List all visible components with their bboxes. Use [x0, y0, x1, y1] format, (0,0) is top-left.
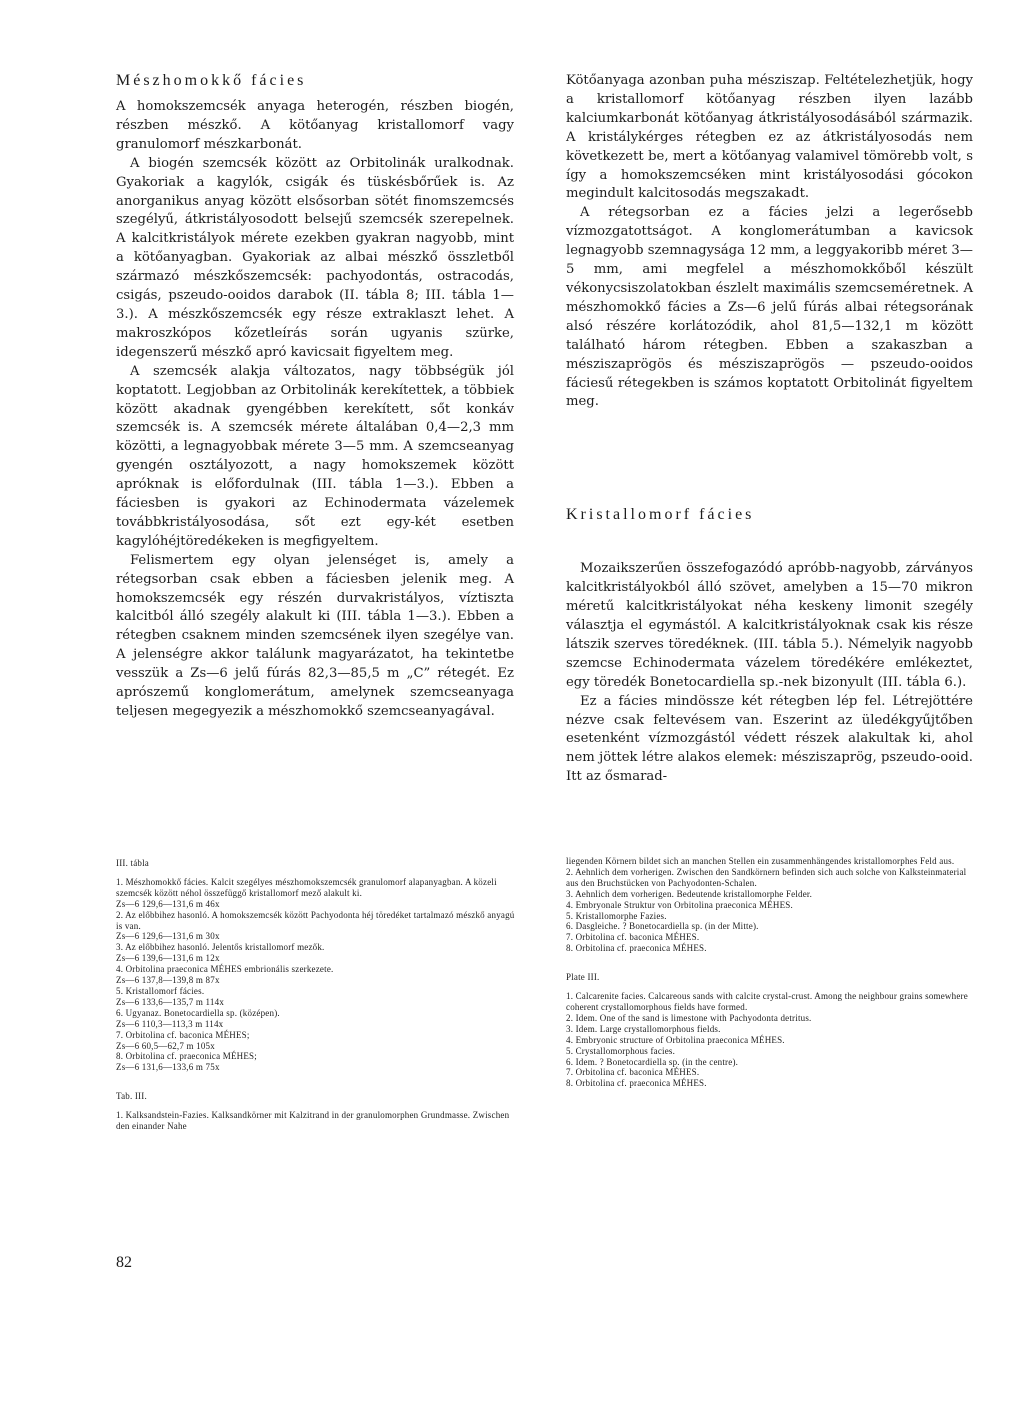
caption-line: 5. Kristallomorphe Fazies.: [566, 910, 667, 921]
body-paragraph: A szemcsék alakja változatos, nagy többségük jól koptatott. Legjobban az Orbitolinák kerekítettek, a többiek között akadnak gyengébben kerekített, sőt konkáv szemcsék is. A szemcsék mérete általában 0,4—2,3 mm közötti, a legnagyobbak mérete 3—5 mm. A szemcseanyag gyengén osztályozott, a nagy homokszemek között apróknak is előfordulnak (III. tábla 1—3.). Ebben a fáciesben is gyakori az Echinodermata vázelemek továbbkristályosodása, sőt ezt egy-két esetben kagylóhéjtöredékeken is megfigyeltem.: [116, 363, 514, 549]
caption-line: Zs—6 131,6—133,6 m 75x: [116, 1062, 220, 1073]
caption-line: 4. Embryonic structure of Orbitolina praeconica MÉHES.: [566, 1034, 785, 1045]
caption-line: 8. Orbitolina cf. praeconica MÉHES.: [566, 1078, 707, 1089]
caption-title-hu: III. tábla: [116, 858, 149, 868]
caption-line: Zs—6 129,6—131,6 m 46x: [116, 898, 220, 909]
caption-line: 7. Orbitolina cf. baconica MÉHES;: [116, 1029, 250, 1040]
caption-line: 6. Idem. ? Bonetocardiella sp. (in the centre).: [566, 1056, 739, 1067]
caption-line: 7. Orbitolina cf. baconica MÉHES.: [566, 932, 700, 943]
plate-caption-right: [566, 856, 979, 1089]
caption-line: 2. Az előbbihez hasonló. A homokszemcsék között Pachyodonta héj töredéket tartalmazó mészkő anyagú is van.: [116, 909, 515, 931]
right-column: [566, 72, 973, 787]
caption-line: 4. Embryonale Struktur von Orbitolina praeconica MÉHES.: [566, 899, 793, 910]
section-heading-kristallomorf: Kristallomorf fácies: [566, 506, 755, 524]
caption-line: 4. Orbitolina praeconica MÉHES embrionális szerkezete.: [116, 964, 334, 975]
caption-title-en: Plate III.: [566, 972, 600, 983]
body-paragraph: A rétegsorban ez a fácies jelzi a legerősebb vízmozgatottságot. A konglomerátumban a kavicsok legnagyobb szemnagysága 12 mm, a leggyakoribb méret 3—5 mm, ami megfelel a mészhomokkőből készült vékonycsiszolatokban észlelt maximális szemcseméretnek. A mészhomokkő fácies a Zs—6 jelű fúrás albai rétegsorának alsó részére korlátozódik, ahol 81,5—132,1 m között található három rétegben. Ebben a szakaszban a mésziszaprögös és mésziszaprögös — pszeudo-ooidos fáciesű rétegekben is számos koptatott Orbitolinát figyeltem meg.: [566, 205, 973, 410]
caption-title-de: Tab. III.: [116, 1091, 147, 1102]
caption-line: 1. Kalksandstein-Fazies. Kalksandkörner mit Kalzitrand in der granulomorphen Grundmasse. Zwischen den einander Nahe: [116, 1110, 510, 1132]
caption-line: Zs—6 110,3—113,3 m 114x: [116, 1018, 224, 1029]
body-paragraph: Ez a fácies mindössze két rétegben lép fel. Létrejöttére nézve csak feltevésem van. Eszerint az üledékgyűjtőben esetenként vízmozgástól védett részek alakultak ki, ahol nem jöttek létre alakos elemek: mésziszaprög, pszeudo-ooid. Itt az ősmarad-: [566, 693, 973, 785]
page-number: 82: [116, 1254, 132, 1271]
caption-line: Zs—6 137,8—139,8 m 87x: [116, 975, 220, 986]
body-paragraph: Felismertem egy olyan jelenséget is, amely a rétegsorban csak ebben a fáciesben jelenik meg. A homokszemcsék egy részén durvakristályos, víztiszta kalcitból álló szegély alakult ki (III. tábla 1—3.). Ebben a rétegben csaknem minden szemcsének ilyen szegélye van. A jelenségre akkor találunk magyarázatot, ha tekintetbe vesszük a Zs—6 jelű fúrás 82,3—85,5 m „C” rétegét. Ez aprószemű konglomerátum, amelynek szemcseanyaga teljesen megegyezik a mészhomokkő szemcseanyagával.: [116, 552, 514, 719]
caption-line: 5. Kristallomorf fácies.: [116, 985, 205, 996]
caption-line: 5. Crystallomorphous facies.: [566, 1045, 676, 1056]
caption-line: Zs—6 139,6—131,6 m 12x: [116, 953, 220, 964]
caption-line: 8. Orbitolina cf. praeconica MÉHES.: [566, 943, 707, 954]
body-paragraph: Mozaikszerűen összefogazódó apróbb-nagyobb, zárványos kalcitkristályokból álló szövet, amelyben a 15—70 mikron méretű kalcitkristályokat néha keskeny limonit szegély választja el egymástól. A kalcitkristályoknak csak kis része látszik szerves töredéknek. (III. tábla 5.). Némelyik nagyobb szemcse Echinodermata vázelem töredékére emlékeztet, egy töredék Bonetocardiella sp.-nek bizonyult (III. tábla 6.).: [566, 561, 973, 690]
caption-line: Zs—6 133,6—135,7 m 114x: [116, 996, 225, 1007]
body-paragraph: A homokszemcsék anyaga heterogén, részben biogén, részben mészkő. A kötőanyag kristallomorf vagy granulomorf mészkarbonát.: [116, 99, 514, 152]
caption-line: 2. Aehnlich dem vorherigen. Zwischen den Sandkörnern befinden sich auch solche von Kalksteinmaterial aus den Bruchstücken von Pachyodonten-Schalen.: [566, 866, 967, 888]
caption-line: liegenden Körnern bildet sich an manchen Stellen ein zusammenhängendes kristallomorphes Feld aus.: [566, 856, 955, 866]
caption-line: 8. Orbitolina cf. praeconica MÉHES;: [116, 1051, 257, 1062]
caption-line: 1. Calcarenite facies. Calcareous sands with calcite crystal-crust. Among the neighbour grains somewhere coherent crystallomorphous fields have formed.: [566, 991, 968, 1012]
left-column: [116, 72, 514, 722]
body-paragraph: A biogén szemcsék között az Orbitolinák uralkodnak. Gyakoriak a kagylók, csigák és tüskésbőrűek is. Az anorganikus anyag között elsősorban sötét finomszemcsés szegélyű, átkristályosodott belsejű szemcsék szerepelnek. A kalcitkristályok mérete ezekben gyakran nagyobb, mint a kötőanyagban. Gyakoriak az albai mészkő összletből származó mészkőszemcsék: pachyodontás, ostracodás, csigás, pszeudo-ooidos darabok (II. tábla 8; III. tábla 1—3.). A mészkőszemcsék egy része extraklaszt lehet. A makroszkópos kőzetleírás során ugyanis szürke, idegenszerű mészkő apró kavicsait figyeltem meg.: [116, 155, 514, 360]
caption-line: 6. Dasgleiche. ? Bonetocardiella sp. (in der Mitte).: [566, 921, 759, 932]
caption-line: 1. Mészhomokkő fácies. Kalcit szegélyes mészhomokszemcsék granulomorf alapanyagban. A közeli szemcsék között néhol összefüggő kristallomorf mező alakult ki.: [116, 876, 497, 898]
caption-line: 3. Az előbbihez hasonló. Jelentős kristallomorf mezők.: [116, 942, 325, 953]
caption-line: 3. Aehnlich dem vorherigen. Bedeutende kristallomorphe Felder.: [566, 888, 813, 899]
caption-line: Zs—6 60,5—62,7 m 105x: [116, 1040, 215, 1051]
caption-line: 7. Orbitolina cf. baconica MÉHES.: [566, 1067, 700, 1078]
plate-caption-left: [116, 858, 520, 1132]
caption-line: 2. Idem. One of the sand is limestone with Pachyodonta detritus.: [566, 1012, 812, 1023]
caption-line: 3. Idem. Large crystallomorphous fields.: [566, 1023, 721, 1034]
caption-line: 6. Ugyanaz. Bonetocardiella sp. (középen).: [116, 1007, 280, 1018]
body-paragraph: Kötőanyaga azonban puha mésziszap. Feltételezhetjük, hogy a kristallomorf kötőanyag részben ilyen lazább kalciumkarbonát kötőanyag átkristályosodásából származik. A kristálykérges rétegben ez az átkristályosodás nem következett be, mert a kötőanyag valamivel tömörebb volt, s így a homokszemcséken mint kristályosodási gócokon megindult kalcitosodás megszakadt.: [566, 73, 973, 202]
section-heading-meszhomokko: Mészhomokkő fácies: [116, 72, 307, 89]
caption-line: Zs—6 129,6—131,6 m 30x: [116, 931, 220, 942]
